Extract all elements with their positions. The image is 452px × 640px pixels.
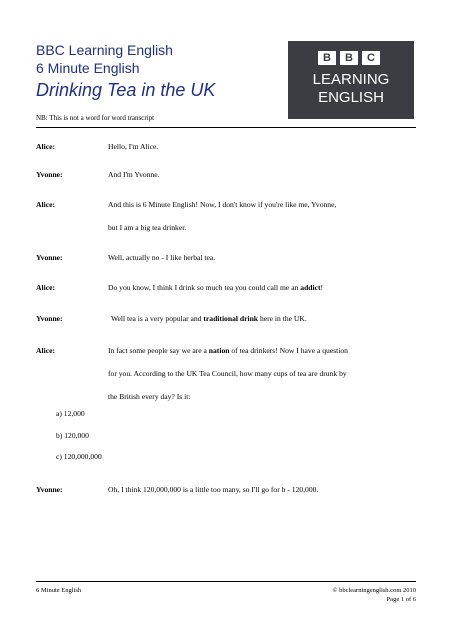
bbc-block-2: B: [340, 51, 358, 65]
dialogue-line: [111, 314, 307, 323]
page-title: Drinking Tea in the UK: [36, 80, 216, 100]
vocab-word: addict: [300, 283, 321, 292]
text-run: Do you know, I think I drink so much tea you could call me an: [108, 283, 301, 292]
answer-option-b: b) 120,000: [56, 431, 89, 440]
speaker-label: Yvonne:: [36, 485, 63, 494]
dialogue-line: but I am a big tea drinker.: [108, 223, 187, 232]
bbc-block-1: B: [318, 51, 336, 65]
text-run: Well tea is a very popular and: [111, 314, 204, 323]
header-divider: [36, 127, 416, 128]
logo-learning: LEARNING: [312, 71, 390, 88]
transcript-note: NB: This is not a word for word transcript: [36, 114, 155, 122]
header-line-1: BBC Learning English: [36, 42, 173, 58]
footer-copyright: © bbclearningenglish.com 2010: [332, 587, 416, 594]
dialogue-line: Well, actually no - I like herbal tea.: [108, 253, 216, 262]
speaker-label: Yvonne:: [36, 253, 63, 262]
vocab-word: traditional drink: [203, 314, 259, 323]
text-run: In fact some people say we are a: [108, 346, 209, 355]
answer-option-c: c) 120,000,000: [56, 452, 102, 461]
logo-english: ENGLISH: [318, 89, 384, 106]
dialogue-line: for you. According to the UK Tea Council, how many cups of tea are drunk by: [108, 369, 347, 378]
dialogue-line: Hello, I'm Alice.: [108, 142, 159, 151]
footer-divider: [36, 581, 416, 582]
dialogue-line: And this is 6 Minute English! Now, I don't know if you're like me, Yvonne,: [108, 200, 337, 209]
header-line-2: 6 Minute English: [36, 60, 140, 76]
text-run: of tea drinkers! Now I have a question: [229, 346, 348, 355]
dialogue-line: Oh, I think 120,000,000 is a little too many, so I'll go for b - 120,000.: [108, 485, 319, 494]
speaker-label: Alice:: [36, 142, 55, 151]
speaker-label: Alice:: [36, 346, 55, 355]
dialogue-line: [108, 283, 323, 292]
speaker-label: Yvonne:: [36, 170, 63, 179]
bbc-learning-english-logo: [288, 41, 414, 119]
bbc-blocks: [318, 51, 380, 65]
text-run: !: [320, 283, 324, 292]
vocab-word: nation: [208, 346, 230, 355]
answer-option-a: a) 12,000: [56, 409, 85, 418]
bbc-block-3: C: [362, 51, 380, 65]
speaker-label: Alice:: [36, 200, 55, 209]
footer-left: 6 Minute English: [36, 587, 82, 594]
dialogue-line: [108, 346, 348, 355]
text-run: here in the UK.: [258, 314, 307, 323]
dialogue-line: the British every day? Is it:: [108, 392, 191, 401]
dialogue-line: And I'm Yvonne.: [108, 170, 160, 179]
footer-page-number: Page 1 of 6: [386, 596, 416, 603]
speaker-label: Yvonne:: [36, 314, 63, 323]
speaker-label: Alice:: [36, 283, 55, 292]
